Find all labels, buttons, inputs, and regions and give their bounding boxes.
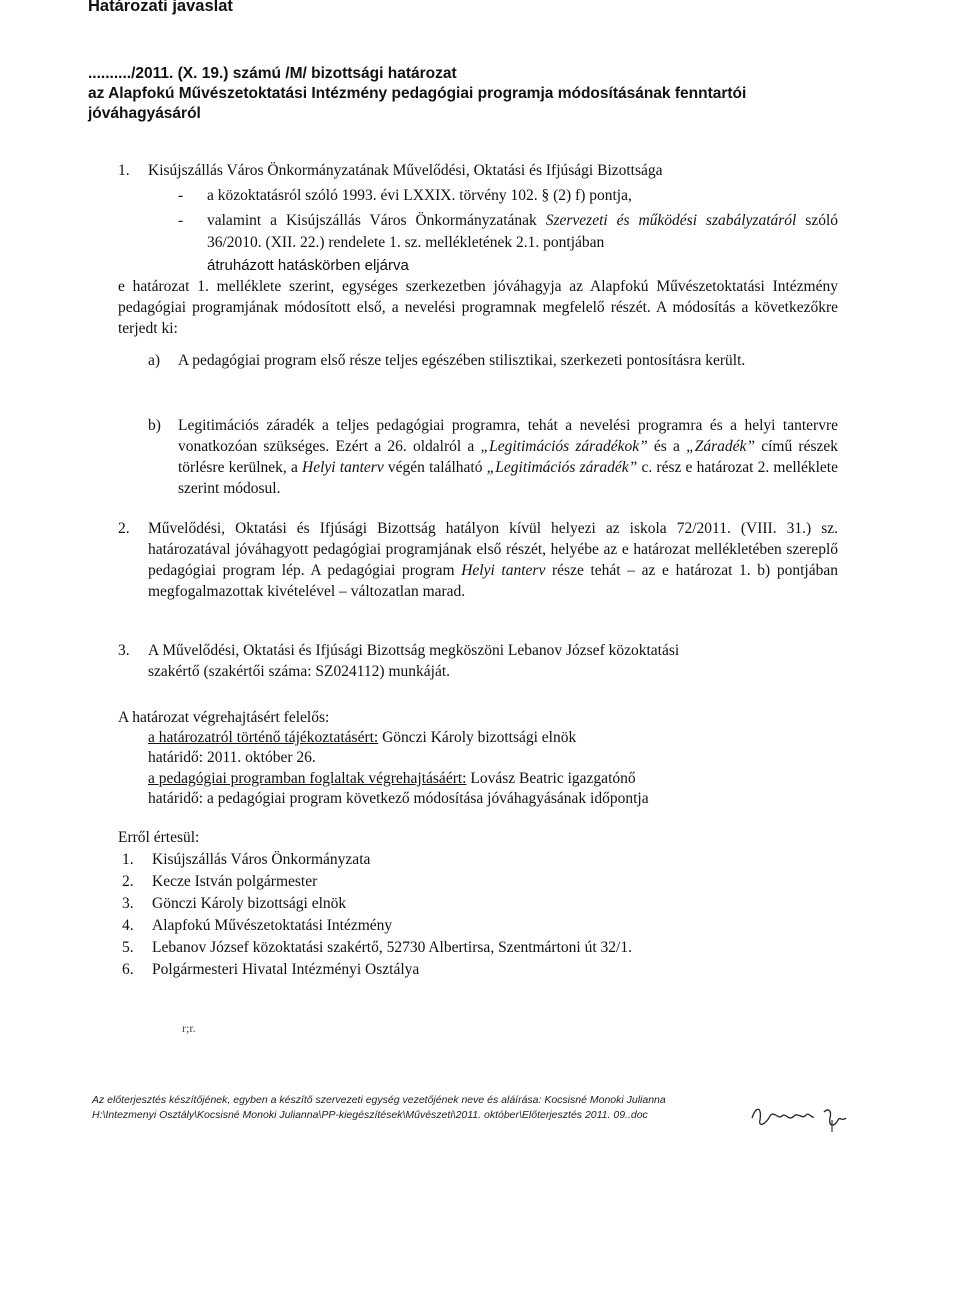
responsible-heading: A határozat végrehajtásért felelős: [118, 709, 330, 726]
quoted-title: Helyi tanterv [302, 459, 384, 476]
subitem-label: a) [148, 352, 161, 369]
list-number: 1. [122, 851, 134, 868]
quoted-title: „Záradék” [686, 438, 756, 455]
list-text: Kecze István polgármester [152, 873, 318, 890]
list-text: Gönczi Károly bizottsági elnök [152, 895, 347, 912]
list-number: 2. [122, 873, 134, 890]
item-number: 1. [118, 162, 130, 179]
item1-b-text [178, 415, 838, 499]
item1-lead: Kisújszállás Város Önkormányzatának Művelődési, Oktatási és Ifjúsági Bizottsága [148, 162, 663, 179]
responsible-1 [148, 727, 838, 748]
responsible-2-deadline: határidő: a pedagógiai program következő módosítása jóváhagyásának időpontja [148, 790, 649, 807]
list-text: Kisújszállás Város Önkormányzata [152, 851, 371, 868]
dash-marker: - [178, 187, 184, 204]
list-text: Alapfokú Művészetoktatási Intézmény [152, 917, 393, 934]
text-run: és a [647, 438, 687, 455]
list-number: 5. [122, 939, 134, 956]
responsible-label: a pedagógiai programban foglaltak végrehajtásáért: [148, 770, 467, 787]
item-number: 3. [118, 642, 130, 659]
document-label: Határozati javaslat [88, 0, 233, 15]
footer-author-line: Az előterjesztés készítőjének, egyben a készítő szervezeti egység vezetőjének neve és aláírása: Kocsisné Monoki Julianna [92, 1094, 666, 1106]
list-text: Polgármesteri Hivatal Intézményi Osztálya [152, 961, 420, 978]
title-line: ........../2011. (X. 19.) számú /M/ bizottsági határozat [88, 65, 457, 82]
notify-heading: Erről értesül: [118, 829, 200, 846]
item1-dash2 [207, 210, 838, 254]
text-run: Legitimációs záradék a teljes pedagógiai programra, tehát a nevelési programra és a helyi tantervre vonatkozóan szükséges. Ezért a 26. oldalról a [178, 417, 838, 455]
quoted-title: Helyi tanterv [461, 562, 546, 579]
scan-mark: r;r. [182, 1021, 196, 1035]
text-run: c. rész e határozat 2. melléklete szerint módosul. [178, 459, 838, 497]
text-run: szóló 36/2010. (XII. 22.) rendelete 1. sz. mellékletének 2.1. pontjában [207, 212, 838, 251]
responsible-1-deadline: határidő: 2011. október 26. [148, 749, 316, 766]
item1-dash1: a közoktatásról szóló 1993. évi LXXIX. törvény 102. § (2) f) pontja, [207, 187, 632, 204]
quoted-title: „Legitimációs záradékok” [480, 438, 648, 455]
title-line: jóváhagyásáról [88, 105, 201, 122]
regulation-title: Szervezeti és működési szabályzatáról [545, 212, 797, 229]
list-item [118, 915, 838, 937]
resolution-title [88, 64, 848, 124]
list-item [118, 893, 838, 915]
list-item [118, 871, 838, 893]
list-item [118, 849, 838, 871]
text-run: része tehát – az e határozat 1. b) pontjában megfogalmazottak kivételével – változatlan marad. [148, 562, 838, 600]
item-number: 2. [118, 520, 130, 537]
quoted-title: „Legitimációs záradék” [486, 459, 638, 476]
text-run: Művelődési, Oktatási és Ifjúsági Bizottság hatályon kívül helyezi az iskola 72/2011. (VIII. 31.) sz. határozatával jóváhagyott pedagógiai programjának első részét, helyébe az e határozat mellékletében szereplő pedagógiai program lép. A pedagógiai program [148, 520, 838, 579]
dash-marker: - [178, 212, 184, 229]
footer-path-line: H:\Intezmenyi Osztály\Kocsisné Monoki Julianna\PP-kiegészítések\Művészeti\2011. október\Előterjesztés 2011. 09..doc [92, 1109, 648, 1121]
responsible-label: a határozatról történő tájékoztatásért: [148, 729, 379, 746]
list-number: 6. [122, 961, 134, 978]
item1-a-text: A pedagógiai program első része teljes egészében stilisztikai, szerkezeti pontosításra került. [178, 352, 746, 369]
responsible-2 [148, 768, 838, 789]
handwritten-signature [748, 1098, 858, 1134]
text-run: valamint a Kisújszállás Város Önkormányzatának [207, 212, 546, 229]
footer [92, 1093, 732, 1123]
list-item [118, 959, 838, 981]
responsible-person: Lovász Beatric igazgatónő [466, 770, 636, 787]
item2-text [148, 518, 838, 602]
list-number: 4. [122, 917, 134, 934]
item1-delegated: átruházott hatáskörben eljárva [207, 257, 409, 274]
text-run: végén található [383, 459, 487, 476]
item3-text: A Művelődési, Oktatási és Ifjúsági Bizottság megköszöni Lebanov József közoktatási szakértő (szakértői száma: SZ024112) munkáját. [148, 642, 680, 680]
text-run: című részek törlésre kerülnek, a [178, 438, 838, 476]
list-number: 3. [122, 895, 134, 912]
item1-body: e határozat 1. melléklete szerint, egységes szerkezetben jóváhagyja az Alapfokú Művészetoktatási Intézmény pedagógiai programjának módosított első, a nevelési programnak megfelelő részét. A módosítás a következőkre terjedt ki: [118, 278, 838, 337]
list-item [118, 937, 838, 959]
list-text: Lebanov József közoktatási szakértő, 52730 Albertirsa, Szentmártoni út 32/1. [152, 939, 632, 956]
title-line: az Alapfokú Művészetoktatási Intézmény pedagógiai programja módosításának fenntartói [88, 85, 747, 102]
notify-list [118, 849, 838, 981]
subitem-label: b) [148, 417, 161, 434]
responsible-person: Gönczi Károly bizottsági elnök [378, 729, 577, 746]
